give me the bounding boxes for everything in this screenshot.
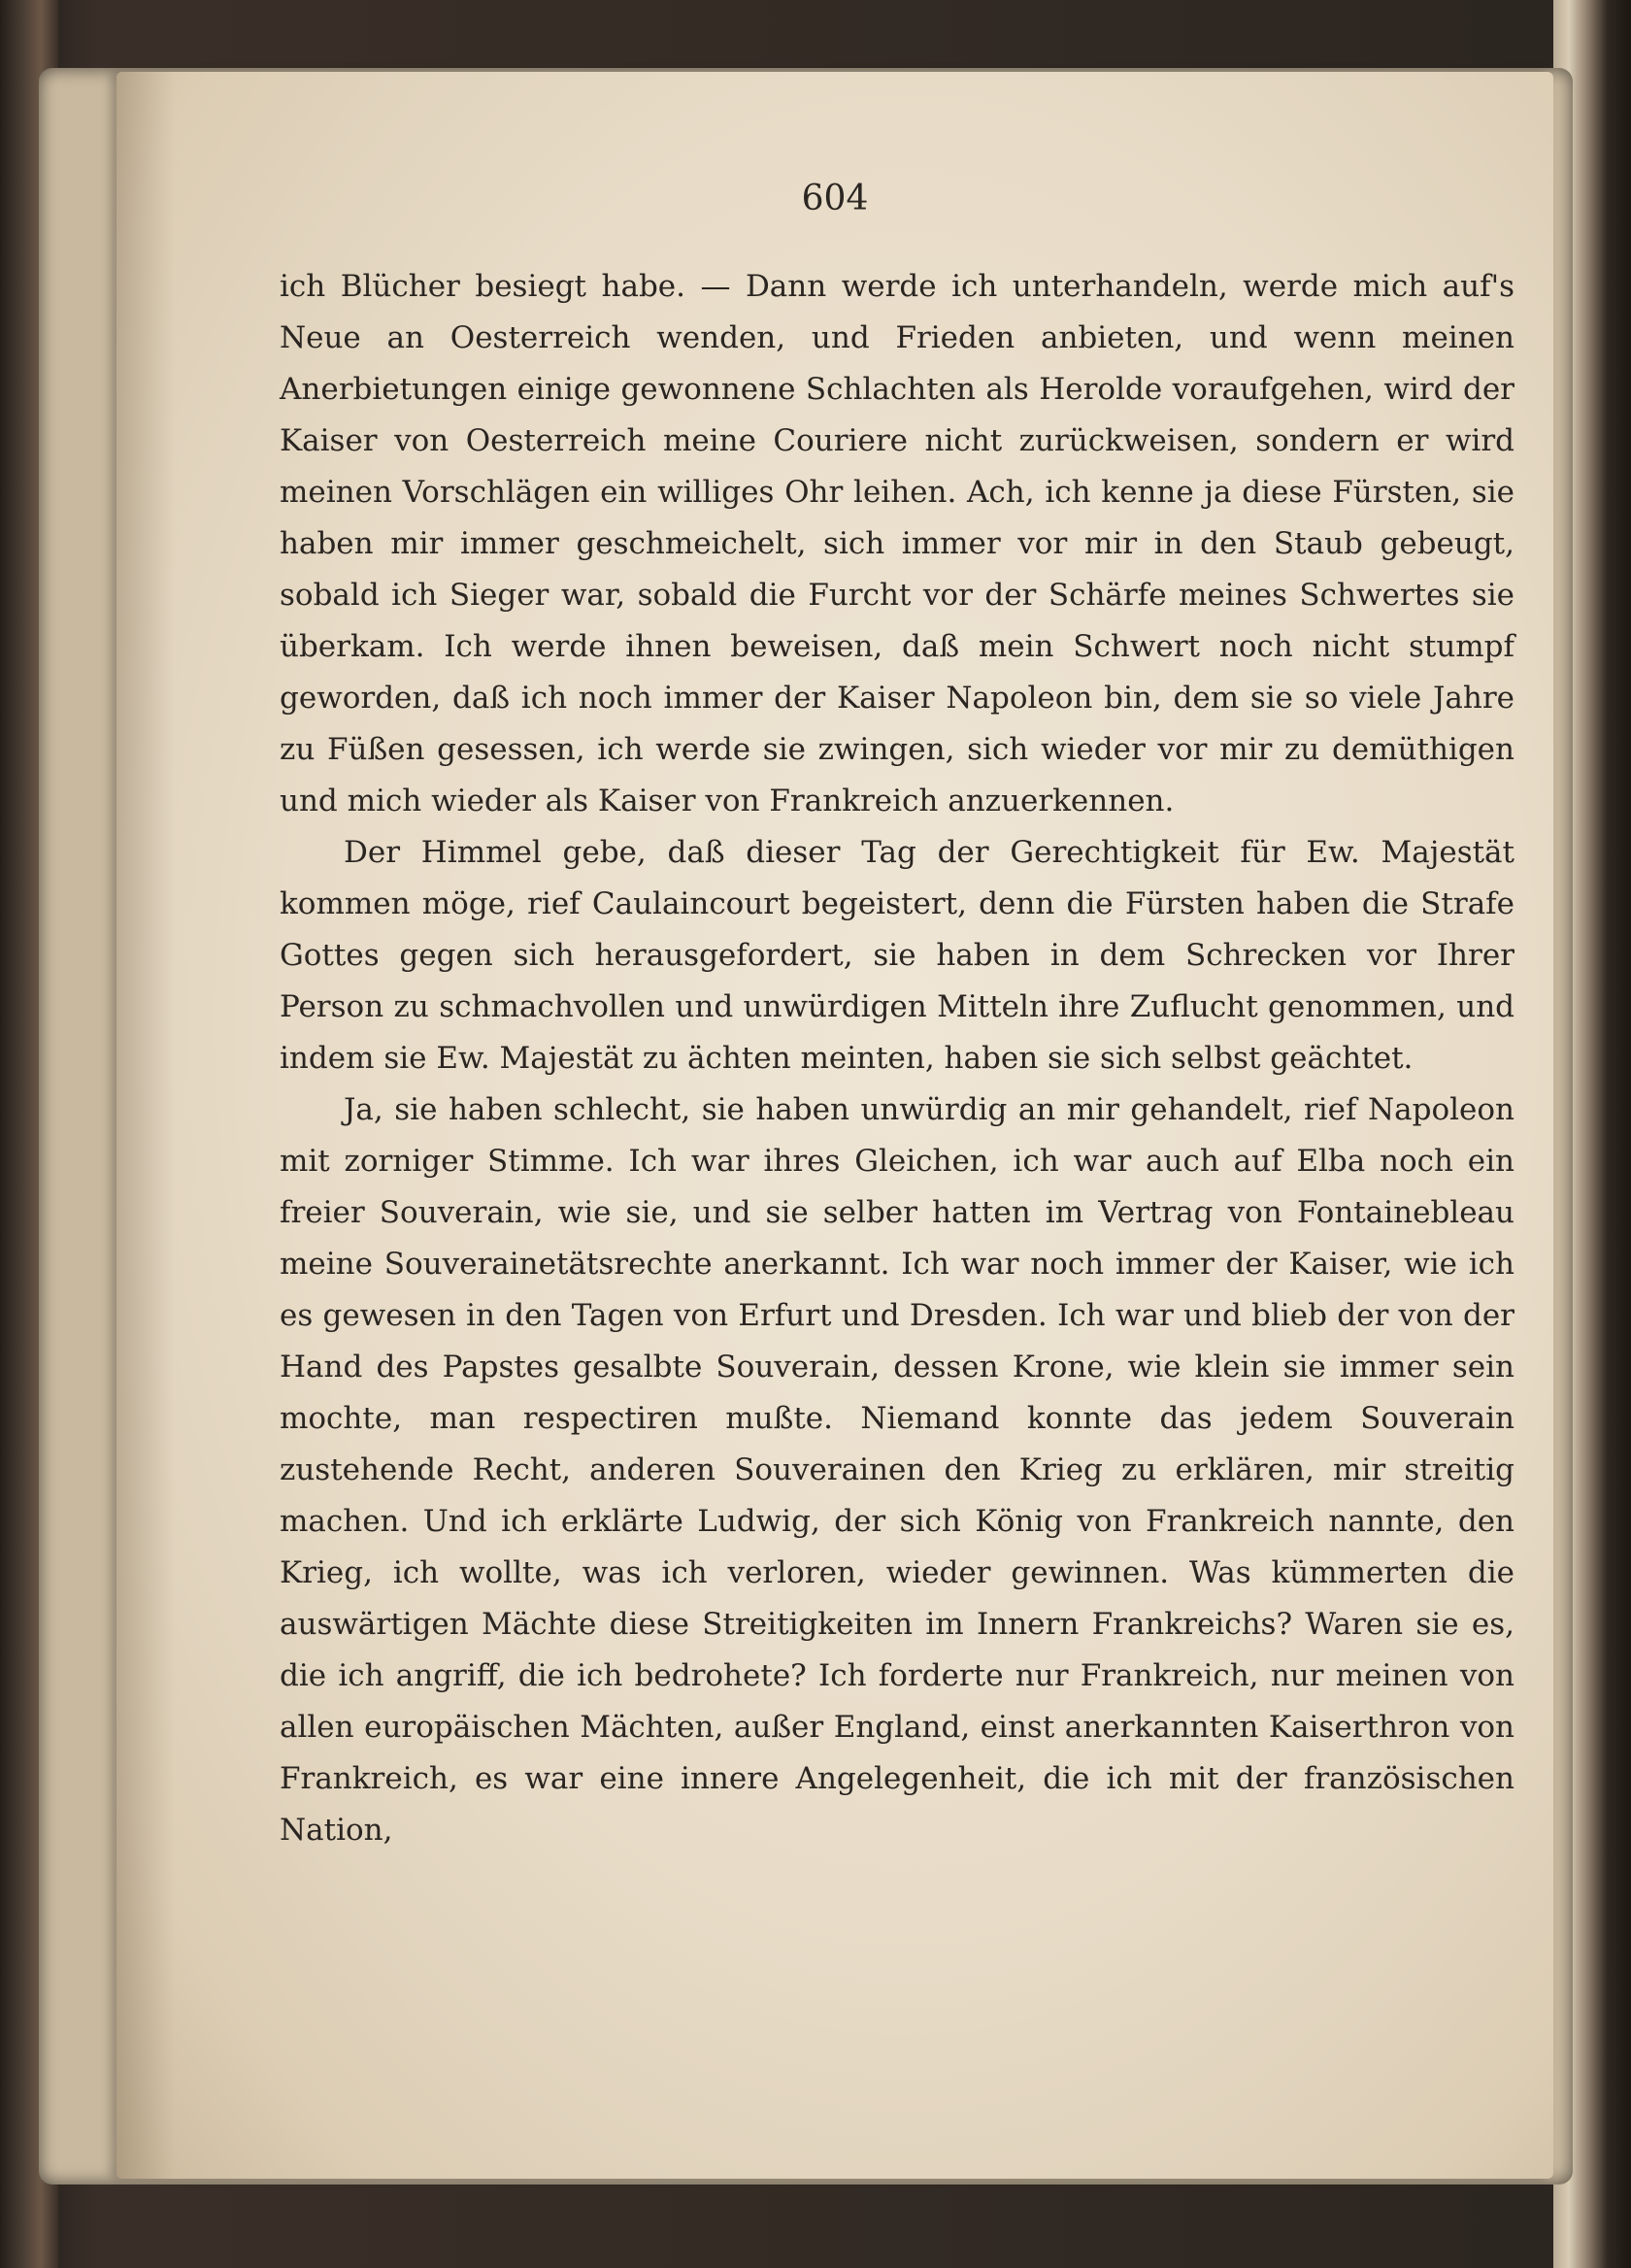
gutter-shadow [116, 72, 175, 2179]
paragraph-3: Ja, sie haben schlecht, sie haben unwürdig an mir gehandelt, rief Napoleon mit zorniger Stimme. Ich war ihres Gleichen, ich war auch auf Elba noch ein freier Souverain, wie sie, und sie selber hatten im Vertrag von Fontainebleau meine Souverainetätsrechte anerkannt. Ich war noch immer der Kaiser, wie ich es gewesen in den Tagen von Erfurt und Dresden. Ich war und blieb der von der Hand des Papstes gesalbte Souverain, dessen Krone, wie klein sie immer sein mochte, man respectiren mußte. Niemand konnte das jedem Souverain zustehende Recht, anderen Souverainen den Krieg zu erklären, mir streitig machen. Und ich erklärte Ludwig, der sich König von Frankreich nannte, den Krieg, ich wollte, was ich verloren, wieder gewinnen. Was kümmerten die auswärtigen Mächte diese Streitigkeiten im Innern Frankreichs? Waren sie es, die ich angriff, die ich bedrohete? Ich forderte nur Frankreich, nur meinen von allen europäischen Mächten, außer England, einst anerkannten Kaiserthron von Frankreich, es war eine innere Angelegenheit, die ich mit der französischen Nation, [280, 1092, 1514, 1848]
book-page [116, 72, 1553, 2179]
paragraph-1: ich Blücher besiegt habe. — Dann werde ich unterhandeln, werde mich auf's Neue an Oesterreich wenden, und Frieden anbieten, und wenn meinen Anerbietungen einige gewonnene Schlachten als Herolde voraufgehen, wird der Kaiser von Oesterreich meine Couriere nicht zurückweisen, sondern er wird meinen Vorschlägen ein williges Ohr leihen. Ach, ich kenne ja diese Fürsten, sie haben mir immer geschmeichelt, sich immer vor mir in den Staub gebeugt, sobald ich Sieger war, sobald die Furcht vor der Schärfe meines Schwertes sie überkam. Ich werde ihnen beweisen, daß mein Schwert noch nicht stumpf geworden, daß ich noch immer der Kaiser Napoleon bin, dem sie so viele Jahre zu Füßen gesessen, ich werde sie zwingen, sich wieder vor mir zu demüthigen und mich wieder als Kaiser von Frankreich anzuerkennen. [280, 269, 1514, 818]
body-text [280, 261, 1514, 1856]
paragraph-2: Der Himmel gebe, daß dieser Tag der Gerechtigkeit für Ew. Majestät kommen möge, rief Caulaincourt begeistert, denn die Fürsten haben die Strafe Gottes gegen sich herausgefordert, sie haben in dem Schrecken vor Ihrer Person zu schmachvollen und unwürdigen Mitteln ihre Zuflucht genommen, und indem sie Ew. Majestät zu ächten meinten, haben sie sich selbst geächtet. [280, 835, 1514, 1076]
page-number: 604 [801, 179, 869, 218]
